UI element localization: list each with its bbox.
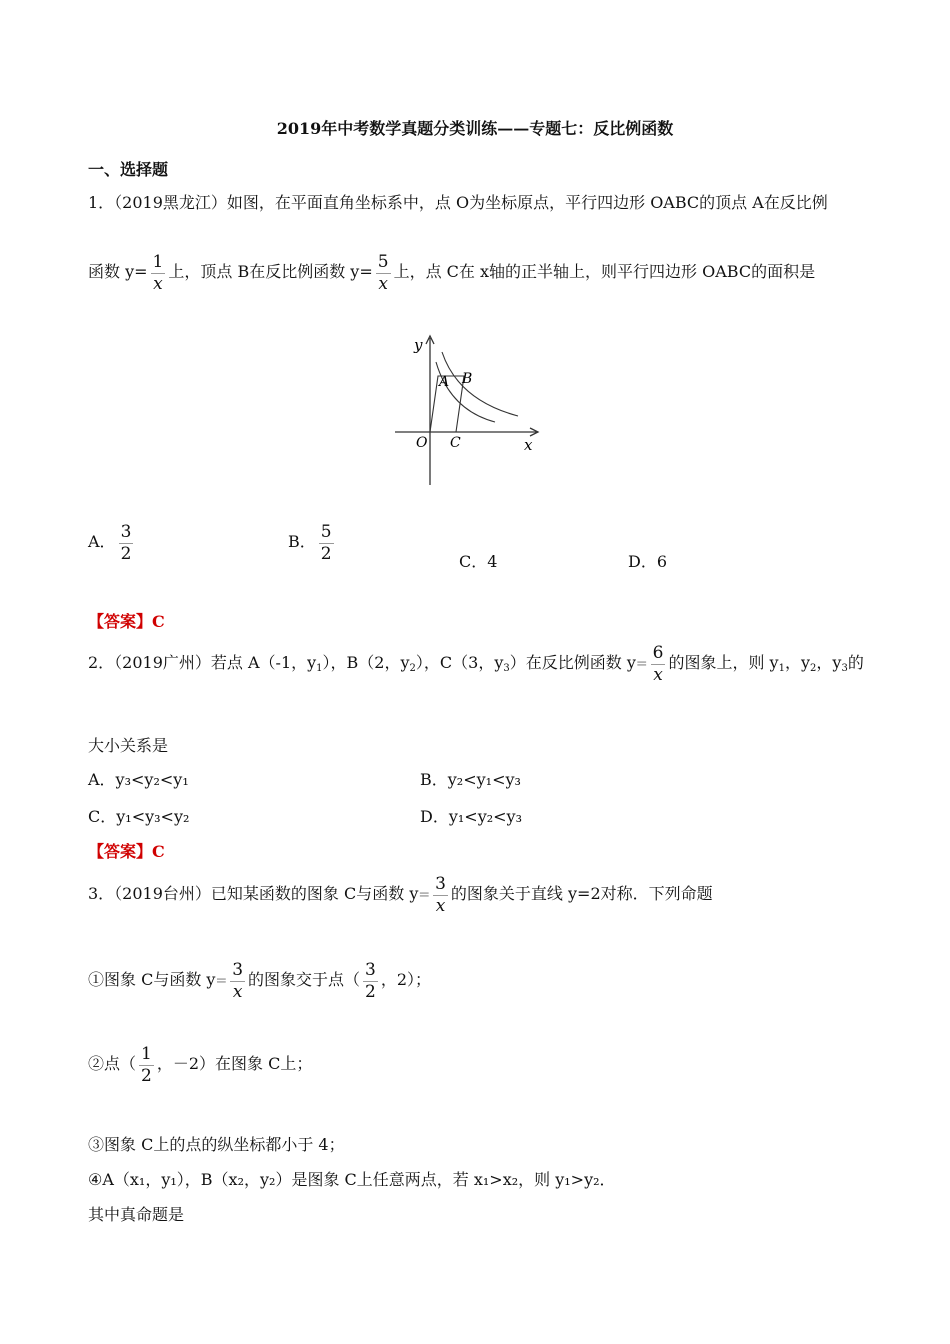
q3-line1: 3．（2019台州）已知某函数的图象 C与函数 y= $\frac{3}{x}$ 的图象关于直线 y=2对称．下列命题: [88, 874, 713, 916]
q3-proposition-1: ①图象 C与函数 y= $\frac{3}{x}$ 的图象交于点（ $\frac{3}{2}$ ，2）；: [88, 960, 432, 1002]
q2-option-b: B．y₂<y₁<y₃: [420, 770, 521, 789]
q2-line1: 2．（2019广州）若点 A（-1，$y_1$），B（2，$y_2$），C（3，$y_3$）在反比例函数 y= $\frac{6}{x}$ 的图象上，则 $y_1$，$y_2$，$y_3$的: [88, 643, 864, 685]
page-title: 2019年中考数学真题分类训练——专题七：反比例函数: [276, 119, 674, 138]
q1-answer: 【答案】C: [88, 612, 165, 631]
q2-option-c: C．y₁<y₃<y₂: [88, 807, 190, 826]
curve-y-5-over-x: [442, 352, 518, 416]
q3-p2-fraction: $\frac{1}{2}$: [141, 1044, 152, 1086]
q2-fraction: $\frac{6}{x}$: [652, 643, 664, 685]
q1-pre: 函数 y=: [88, 262, 148, 281]
origin-label: O: [416, 435, 428, 451]
q1-graph: [390, 330, 550, 490]
q2-option-d: D．y₁<y₂<y₃: [420, 807, 523, 826]
point-b-label: B: [462, 371, 473, 387]
q1-option-a-fraction: $\frac{3}{2}$: [120, 522, 132, 564]
point-c-label: C: [450, 435, 461, 451]
q1-fraction-2: $\frac{5}{x}$: [377, 252, 389, 294]
q1-option-a: A． $\frac{3}{2}$: [88, 522, 132, 564]
q1-mid: 上，顶点 B在反比例函数 y=: [168, 262, 373, 281]
q2-answer: 【答案】C: [88, 842, 165, 861]
point-a-label: A: [439, 374, 450, 390]
q1-option-b-fraction: $\frac{5}{2}$: [320, 522, 332, 564]
q3-p1-fraction-1: $\frac{3}{x}$: [232, 960, 244, 1002]
q2-line2: 大小关系是: [88, 736, 169, 755]
q1-line2: [88, 254, 815, 293]
q3-last-line: 其中真命题是: [88, 1205, 185, 1224]
q1-fraction-1: $\frac{1}{x}$: [152, 252, 164, 294]
q1-line1: 1．（2019黑龙江）如图，在平面直角坐标系中，点 O为坐标原点，平行四边形 OABC的顶点 A在反比例: [88, 193, 828, 212]
q1-option-d: D．6: [628, 552, 668, 571]
q1-option-c: C．4: [459, 552, 498, 571]
x-axis-label: x: [524, 436, 533, 454]
q1-option-b: B． $\frac{5}{2}$: [288, 522, 332, 564]
q1-post: 上，点 C在 x轴的正半轴上，则平行四边形 OABC的面积是: [393, 262, 816, 281]
q2-option-a: A．y₃<y₂<y₁: [88, 770, 189, 789]
y-axis-label: y: [414, 336, 423, 354]
q3-proposition-4: ④A（x₁，y₁），B（x₂，y₂）是图象 C上任意两点，若 x₁>x₂，则 y₁>y₂．: [88, 1170, 616, 1189]
section-heading: 一、选择题: [88, 160, 169, 179]
q3-p1-fraction-2: $\frac{3}{2}$: [365, 960, 376, 1002]
q3-proposition-3: ③图象 C上的点的纵坐标都小于 4；: [88, 1135, 345, 1154]
q3-fraction: $\frac{3}{x}$: [435, 874, 446, 916]
q3-proposition-2: ②点（ $\frac{1}{2}$ ，－2）在图象 C上；: [88, 1044, 313, 1086]
